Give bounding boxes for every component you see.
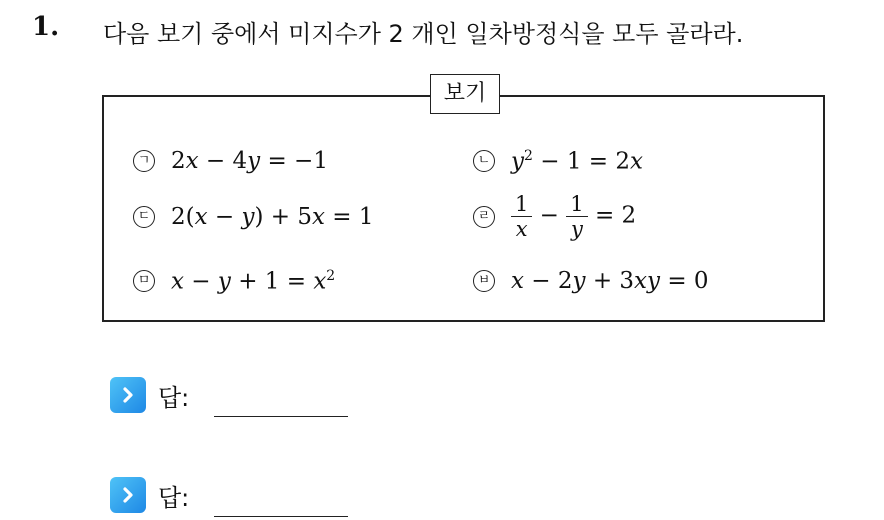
choice-marker-d: ㄹ — [473, 206, 495, 228]
equation-b: $y^2 - 1 = 2x$ — [511, 148, 643, 175]
chevron-right-icon — [110, 377, 146, 413]
equation-c: 2(x − y) + 5x = 1 — [171, 204, 374, 230]
answer-label-1: 답: — [158, 383, 190, 412]
choice-marker-c: ㄷ — [133, 206, 155, 228]
equation-e: $x - y + 1 = x^2$ — [171, 268, 336, 295]
choice-item-a — [133, 148, 328, 174]
choice-item-c — [133, 204, 374, 230]
choice-marker-a: ㄱ — [133, 150, 155, 172]
equation-f: x − 2y + 3xy = 0 — [511, 268, 709, 294]
chevron-right-icon — [110, 477, 146, 513]
choice-item-b — [473, 148, 643, 175]
question-number: 1. — [32, 12, 60, 42]
choice-marker-b: ㄴ — [473, 150, 495, 172]
answer-row-2 — [110, 477, 189, 513]
question-text: 다음 보기 중에서 미지수가 2 개인 일차방정식을 모두 골라라. — [103, 20, 744, 48]
equation-d: $\frac{1}{x}$ − $\frac{1}{y}$ = 2 — [511, 192, 636, 241]
equation-a: 2x − 4y = −1 — [171, 148, 328, 174]
choice-marker-e: ㅁ — [133, 270, 155, 292]
example-box-title: 보기 — [430, 74, 500, 114]
choice-item-e — [133, 268, 335, 295]
answer-row-1 — [110, 377, 189, 413]
answer-input-1[interactable] — [214, 416, 348, 417]
answer-input-2[interactable] — [214, 516, 348, 517]
answer-label-2: 답: — [158, 483, 190, 512]
choice-item-d — [473, 192, 636, 241]
choice-item-f — [473, 268, 709, 294]
choice-marker-f: ㅂ — [473, 270, 495, 292]
